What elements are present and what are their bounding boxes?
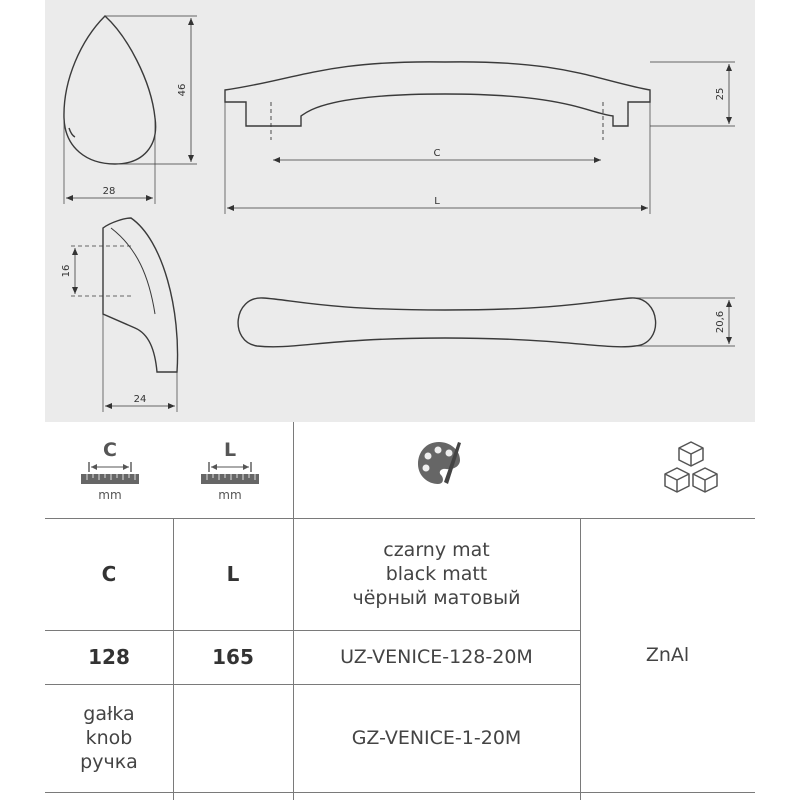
l-dimension-icon (201, 438, 259, 504)
dim-spacing-c: C (433, 148, 441, 159)
svg-text:mm: mm (218, 488, 242, 502)
knob-side-view (103, 218, 178, 372)
spec-table (45, 422, 755, 800)
svg-text:C: C (103, 439, 117, 461)
drawing-svg (45, 0, 755, 422)
row2-type-en: knob (85, 727, 133, 749)
dim-handle-height: 25 (715, 87, 726, 101)
finish-line-en: black matt (385, 563, 488, 585)
finish-line-ru: чёрный матовый (352, 587, 521, 609)
dim-side-depth: 24 (133, 394, 147, 405)
finish-label (293, 518, 580, 630)
finish-line-pl: czarny mat (383, 539, 490, 561)
row2-type (45, 684, 173, 792)
cubes-icon (659, 440, 723, 498)
svg-text:L: L (223, 439, 237, 461)
palette-icon (414, 438, 464, 488)
material-value: ZnAl (645, 644, 690, 666)
handle-top-view (238, 298, 656, 347)
column-c-label: C (101, 562, 117, 586)
row1-l-value: 165 (212, 645, 254, 669)
column-l-label: L (226, 562, 240, 586)
row2-type-pl: gałka (83, 703, 135, 725)
handle-side-view (225, 62, 650, 126)
row1-code: UZ-VENICE-128-20M (340, 646, 533, 668)
dim-knob-width: 28 (102, 186, 116, 197)
row2-type-ru: ручка (80, 751, 138, 773)
dim-side-offset: 16 (61, 264, 72, 278)
dim-length-l: L (434, 196, 440, 207)
dim-handle-width: 20,6 (715, 310, 726, 334)
dim-knob-height: 46 (177, 83, 188, 97)
technical-drawing (45, 0, 755, 422)
row1-c-value: 128 (88, 645, 130, 669)
c-dimension-icon (81, 438, 139, 504)
knob-front-view (64, 16, 156, 164)
svg-text:mm: mm (98, 488, 122, 502)
row2-code: GZ-VENICE-1-20M (351, 727, 522, 749)
